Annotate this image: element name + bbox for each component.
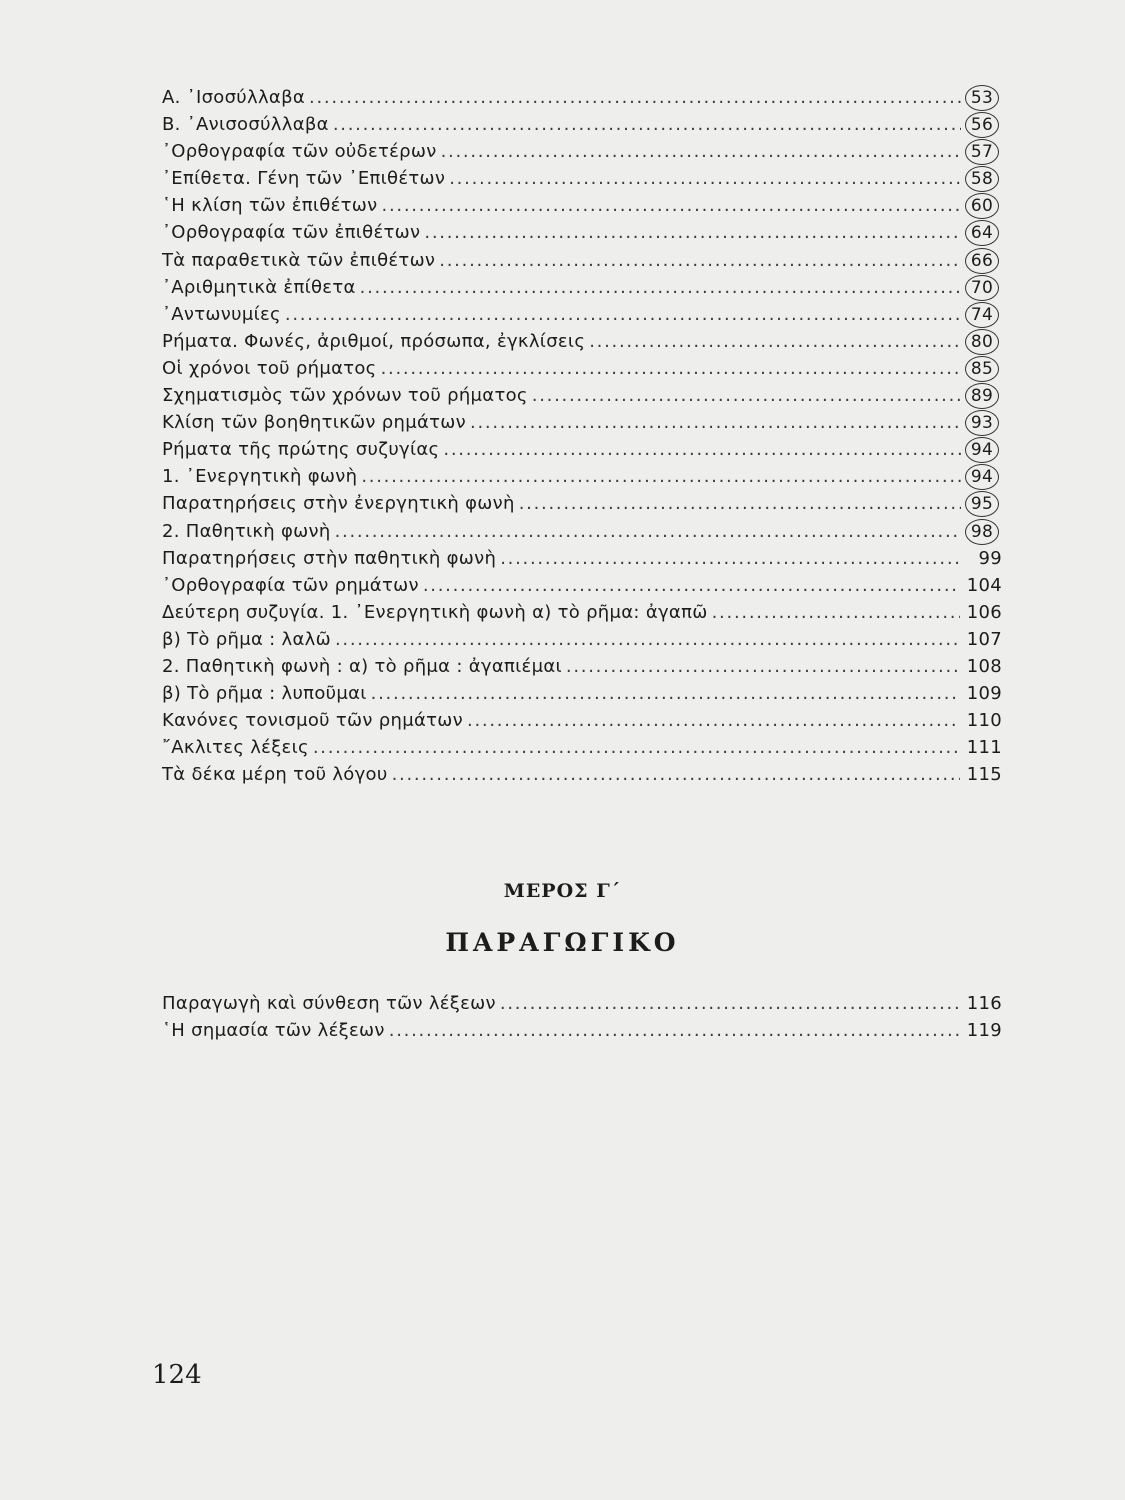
toc-entry-page-circled: 60 [965,193,999,219]
toc-entry [162,734,1002,761]
toc-entry [162,707,1002,734]
toc-entry-page: 109 [966,683,1002,705]
toc-entry-title: ᾿Επίθετα. Γένη τῶν ᾿Επιθέτων [162,168,446,190]
toc-entry-title: ᾿Αντωνυμίες [162,303,281,325]
dot-leader [309,84,961,111]
toc-entry [162,680,1002,707]
dot-leader [382,192,962,219]
toc-entry-title: 1. ᾿Ενεργητικὴ φωνὴ [162,466,358,488]
dot-leader [589,328,961,355]
toc-entry-title: Κλίση τῶν βοηθητικῶν ρημάτων [162,412,467,434]
toc-entry-title: Οἱ χρόνοι τοῦ ρήματος [162,357,377,379]
dot-leader [467,707,960,734]
toc-entry-title: β) Τὸ ρῆμα : λυποῦμαι [162,683,367,705]
toc-entry-title: Β. ᾿Ανισοσύλλαβα [162,114,329,136]
toc-entry-title: Ρήματα τῆς πρώτης συζυγίας [162,439,440,461]
dot-leader [381,355,961,382]
toc-entry [162,626,1002,653]
toc-entry-page-circled: 58 [965,166,999,192]
dot-leader [424,219,961,246]
toc-entry-page-circled: 85 [965,356,999,382]
toc-entry-title: ῎Ακλιτες λέξεις [162,737,309,759]
toc-entry-title: ῾Η κλίση τῶν ἐπιθέτων [162,195,378,217]
toc-entry [162,409,1002,436]
dot-leader [532,382,961,409]
toc-entry-page: 99 [978,547,1002,569]
toc-entry-page: 116 [966,993,1002,1014]
toc-entry-page: 115 [966,764,1002,786]
toc-entry-page: 119 [966,1020,1002,1042]
toc-entry-page: 104 [966,574,1002,596]
dot-leader [389,1017,960,1044]
toc-entry [162,599,1002,626]
dot-leader [392,761,960,788]
dot-leader [360,274,961,301]
toc-entry-page-circled: 94 [965,464,999,490]
dot-leader [335,626,960,653]
toc-entry [162,382,1002,409]
dot-leader [371,680,960,707]
toc-entry [162,572,1002,599]
toc-entry-page-circled: 98 [965,519,999,545]
toc-entry [162,545,1002,572]
toc-entry-page: 107 [966,628,1002,650]
dot-leader [439,247,961,274]
toc-entry-page-circled: 74 [965,302,999,328]
toc-entry-title: 2. Παθητικὴ φωνὴ [162,520,331,542]
dot-leader [441,138,961,165]
toc-entry-title: Κανόνες τονισμοῦ τῶν ρημάτων [162,710,464,732]
toc-entry-page-circled: 53 [965,85,999,111]
toc-entry-title: ᾿Ορθογραφία τῶν ἐπιθέτων [162,222,421,244]
toc-entry [162,436,1002,463]
toc-entry [162,1017,1002,1044]
dot-leader [443,436,961,463]
toc-entry [162,165,1002,192]
toc-entry-title: Ρήματα. Φωνές, ἀριθμοί, πρόσωπα, ἐγκλίσεις [162,330,586,352]
toc-entry-title: ᾿Αριθμητικὰ ἐπίθετα [162,276,356,298]
toc-entry [162,761,1002,788]
toc-entry [162,653,1002,680]
part-title: ΠΑΡΑΓΩΓΙΚΟ [445,928,680,957]
toc-entry-title: Παρατηρήσεις στὴν ἐνεργητικὴ φωνὴ [162,493,515,515]
dot-leader [519,490,961,517]
toc-entry-title: Τὰ παραθετικὰ τῶν ἐπιθέτων [162,249,436,271]
toc-entry [162,138,1002,165]
dot-leader [712,599,960,626]
toc-entry [162,301,1002,328]
dot-leader [566,653,960,680]
toc-entry [162,990,1002,1017]
table-of-contents [162,84,1002,788]
toc-entry-title: 2. Παθητικὴ φωνὴ : α) τὸ ρῆμα : ἀγαπιέμαι [162,655,562,677]
toc-entry-page-circled: 57 [965,139,999,165]
toc-entry-title: ῾Η σημασία τῶν λέξεων [162,1020,385,1042]
toc-entry [162,355,1002,382]
toc-entry-page: 110 [966,710,1002,732]
page-number: 124 [152,1360,202,1390]
toc-entry-page-circled: 93 [965,410,999,436]
toc-entry-page: 106 [966,601,1002,623]
toc-entry-page-circled: 95 [965,491,999,517]
toc-entry-page-circled: 66 [965,248,999,274]
toc-entry-page-circled: 56 [965,112,999,138]
table-of-contents-part3 [162,990,1002,1044]
toc-entry [162,84,1002,111]
toc-entry-page-circled: 89 [965,383,999,409]
toc-entry [162,111,1002,138]
toc-entry-title: Παραγωγὴ καὶ σύνθεση τῶν λέξεων [162,993,496,1014]
part-label: ΜΕΡΟΣ Γ΄ [503,880,622,902]
toc-entry-page-circled: 64 [965,220,999,246]
toc-entry-page-circled: 80 [965,329,999,355]
toc-entry-title: Σχηματισμὸς τῶν χρόνων τοῦ ρήματος [162,385,528,407]
dot-leader [423,572,960,599]
dot-leader [335,518,961,545]
toc-entry [162,247,1002,274]
toc-entry-page: 108 [966,655,1002,677]
toc-entry [162,518,1002,545]
dot-leader [333,111,961,138]
toc-entry-title: ᾿Ορθογραφία τῶν ρημάτων [162,574,419,596]
toc-entry [162,219,1002,246]
toc-entry-title: Παρατηρήσεις στὴν παθητικὴ φωνὴ [162,547,497,569]
toc-entry-title: β) Τὸ ρῆμα : λαλῶ [162,628,331,650]
toc-entry-page: 111 [966,737,1002,759]
dot-leader [470,409,961,436]
toc-entry-title: Α. ᾿Ισοσύλλαβα [162,87,306,108]
toc-entry [162,463,1002,490]
dot-leader [500,545,960,572]
toc-entry [162,192,1002,219]
dot-leader [361,463,961,490]
toc-entry [162,274,1002,301]
toc-entry-title: ᾿Ορθογραφία τῶν οὐδετέρων [162,141,437,163]
dot-leader [285,301,961,328]
toc-entry [162,328,1002,355]
toc-entry-title: Δεύτερη συζυγία. 1. ᾿Ενεργητικὴ φωνὴ α) τὸ ρῆμα: ἀγαπῶ [162,601,708,623]
dot-leader [449,165,961,192]
toc-entry [162,490,1002,517]
toc-entry-page-circled: 94 [965,437,999,463]
toc-entry-page-circled: 70 [965,275,999,301]
dot-leader [313,734,960,761]
dot-leader [500,990,960,1017]
toc-entry-title: Τὰ δέκα μέρη τοῦ λόγου [162,764,388,786]
